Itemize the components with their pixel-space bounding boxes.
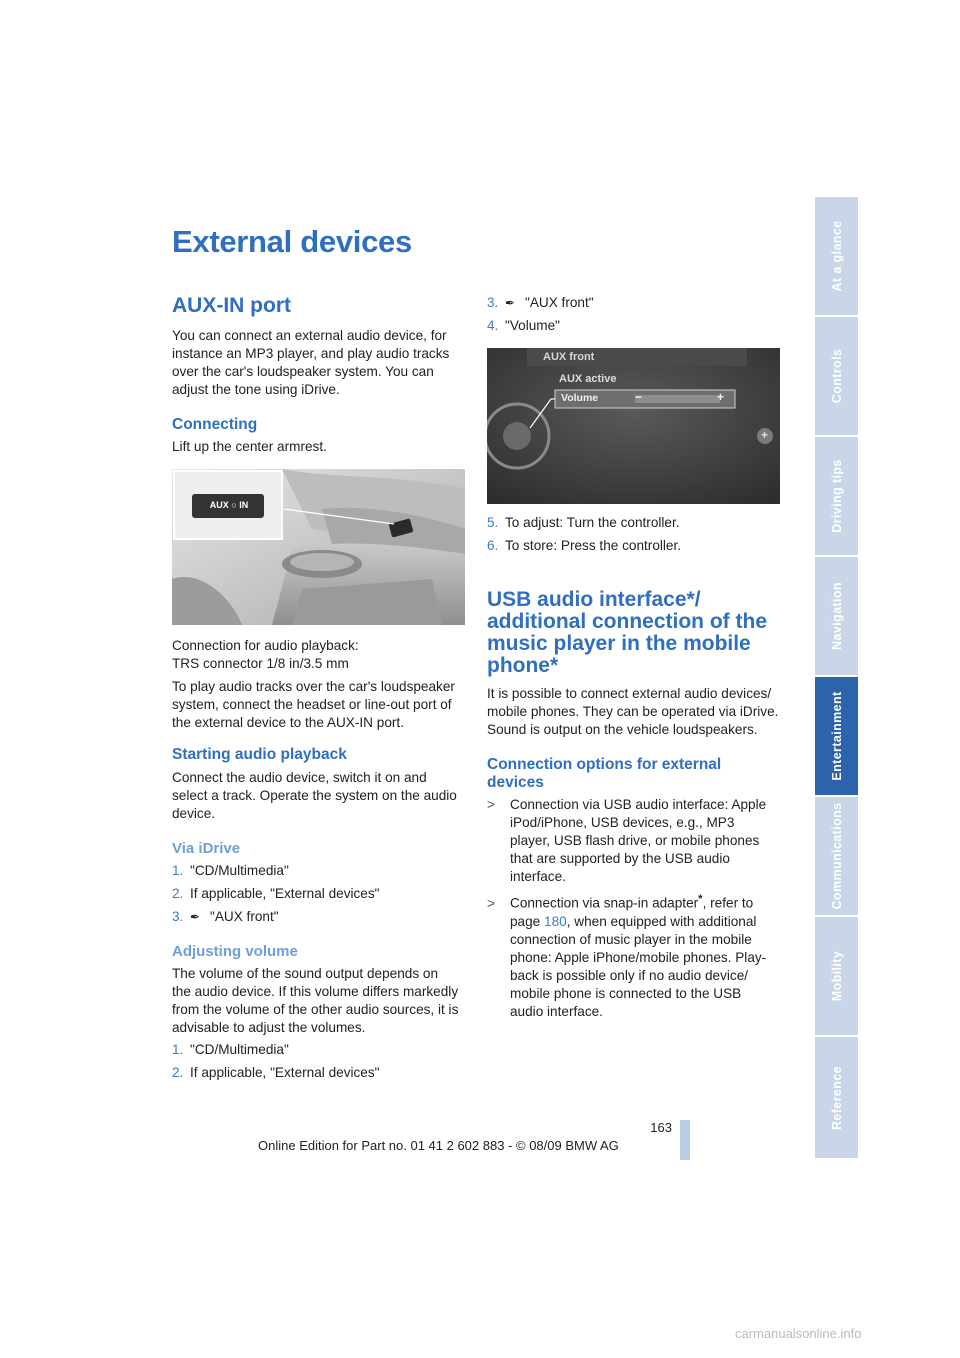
- text-line: system, connect the headset or line-out port of: [172, 697, 452, 712]
- step-number: 5.: [487, 515, 499, 530]
- step-text: "AUX front": [210, 909, 279, 924]
- play-text: [172, 678, 455, 732]
- tab-label: Navigation: [829, 582, 844, 650]
- list-item: [172, 1041, 380, 1064]
- tab-label: Mobility: [829, 950, 844, 1002]
- tab-label: Driving tips: [829, 459, 844, 533]
- connection-options-heading: [487, 756, 721, 792]
- step-text: "CD/Multimedia": [190, 1042, 289, 1057]
- heading-line: devices: [487, 774, 544, 791]
- text-line: It is possible to connect external audio devices/: [487, 686, 772, 701]
- tab-label: Controls: [829, 348, 844, 404]
- aux-port-photo: [172, 469, 465, 625]
- tab-controls[interactable]: [815, 317, 858, 437]
- text-line: Sound is output on the vehicle loudspeakers.: [487, 722, 758, 737]
- screen-volume-label: Volume: [561, 392, 599, 404]
- step-number: 6.: [487, 538, 499, 553]
- text-line: You can connect an external audio device, for: [172, 328, 447, 343]
- pen-icon: ✒: [505, 296, 516, 310]
- text-line: mobile phones. They can be operated via iDrive.: [487, 704, 779, 719]
- page-number: 163: [650, 1120, 672, 1135]
- watermark: carmanualsonline.info: [735, 1326, 862, 1341]
- text-line: the external device to the AUX-IN port.: [172, 715, 404, 730]
- heading-line: phone*: [487, 654, 559, 677]
- step-number: 1.: [172, 863, 184, 878]
- step-number: 4.: [487, 318, 499, 333]
- chapter-tabs: [815, 197, 858, 1160]
- aux-port-illustration: [172, 469, 465, 625]
- step-text: To store: Press the controller.: [505, 538, 682, 553]
- step-number: 2.: [172, 886, 184, 901]
- step-text: If applicable, "External devices": [190, 1065, 380, 1080]
- idrive-screen-photo: [487, 348, 780, 504]
- text-segment: Connection via snap-in adapter: [510, 895, 699, 911]
- list-item: [172, 1064, 380, 1087]
- text-line: mobile phone is connected to the USB: [510, 985, 742, 1001]
- list-item: [487, 294, 594, 317]
- starting-heading: Starting audio playback: [172, 746, 347, 763]
- text-line: phone: Apple iPhone/mobile phones. Play-: [510, 949, 767, 965]
- adjusting-volume-heading: Adjusting volume: [172, 943, 298, 960]
- pen-icon: ✒: [190, 910, 201, 924]
- via-idrive-heading: Via iDrive: [172, 840, 241, 857]
- tab-label: Entertainment: [829, 691, 844, 781]
- page-link[interactable]: 180: [544, 913, 567, 929]
- adjusting-text: [172, 965, 458, 1037]
- list-item: [487, 317, 594, 340]
- aux-intro: [172, 327, 472, 399]
- text-segment: page: [510, 913, 545, 929]
- step-text: "AUX front": [525, 295, 594, 310]
- text-line: adjust the tone using iDrive.: [172, 382, 340, 397]
- text-segment: , refer to: [702, 895, 754, 911]
- adjust-steps-left: [172, 1041, 380, 1087]
- idrive-screen-illustration: [487, 348, 780, 504]
- tab-entertainment[interactable]: [815, 677, 858, 797]
- heading-line: USB audio interface*/: [487, 588, 701, 611]
- tab-reference[interactable]: [815, 1037, 858, 1160]
- text-line: Connection for audio playback:: [172, 638, 359, 653]
- step-text: "Volume": [505, 318, 560, 333]
- starting-text: [172, 769, 457, 823]
- heading-line: Connection options for external: [487, 756, 722, 773]
- text-line: TRS connector 1/8 in/3.5 mm: [172, 656, 349, 671]
- text-line: back is possible only if no audio device/: [510, 967, 749, 983]
- tab-at-a-glance[interactable]: [815, 197, 858, 317]
- text-line: The volume of the sound output depends on: [172, 966, 439, 981]
- tab-driving-tips[interactable]: [815, 437, 858, 557]
- text-line: that are supported by the USB audio: [510, 851, 730, 866]
- list-item: [172, 862, 380, 885]
- bullet-marker: >: [487, 895, 495, 911]
- page-title: External devices: [172, 224, 412, 259]
- text-line: select a track. Operate the system on the audio: [172, 788, 457, 803]
- list-item: [487, 514, 681, 537]
- step-number: 1.: [172, 1042, 184, 1057]
- tab-mobility[interactable]: [815, 917, 858, 1037]
- aux-port-label: AUX ○ IN: [209, 500, 249, 510]
- text-line: connection of music player in the mobile: [510, 931, 752, 947]
- tab-label: Reference: [829, 1065, 844, 1130]
- tab-navigation[interactable]: [815, 557, 858, 677]
- text-line: Connect the audio device, switch it on and: [172, 770, 427, 785]
- text-line: [510, 913, 810, 931]
- text-line: from the volume of the other audio sources, it is: [172, 1002, 459, 1017]
- text-line: device.: [172, 806, 216, 821]
- step-text: To adjust: Turn the controller.: [505, 515, 680, 530]
- step-number: 2.: [172, 1065, 184, 1080]
- option-star: *: [698, 893, 703, 905]
- text-line: over the car's loudspeaker system. You can: [172, 364, 434, 379]
- list-item: [172, 885, 380, 908]
- text-line: audio interface.: [510, 1003, 603, 1019]
- step-number: 3.: [487, 295, 499, 310]
- text-line: interface.: [510, 869, 566, 884]
- step-text: "CD/Multimedia": [190, 863, 289, 878]
- step-number: 3.: [172, 909, 184, 924]
- text-line: iPod/iPhone, USB devices, e.g., MP3: [510, 815, 735, 830]
- via-idrive-steps: [172, 862, 380, 931]
- connecting-heading: Connecting: [172, 416, 258, 433]
- text-segment: , when equipped with additional: [566, 913, 757, 929]
- text-line: player, USB flash drive, or mobile phones: [510, 833, 760, 848]
- heading-line: music player in the mobile: [487, 632, 751, 655]
- usb-intro: [487, 685, 778, 739]
- plus-icon: +: [717, 390, 725, 404]
- final-steps: [487, 514, 681, 560]
- tab-label: At a glance: [829, 220, 844, 292]
- footer-text: Online Edition for Part no. 01 41 2 602 883 - © 08/09 BMW AG: [258, 1138, 619, 1153]
- adjust-steps-right: [487, 294, 594, 340]
- side-plus-icon: +: [761, 428, 769, 442]
- aux-heading: AUX-IN port: [172, 294, 291, 317]
- text-line: instance an MP3 player, and play audio tracks: [172, 346, 450, 361]
- bullet-usb-interface: [487, 796, 810, 886]
- bullet-snap-in-adapter: [487, 890, 810, 1021]
- text-line: Connection via USB audio interface: Apple: [510, 797, 767, 812]
- text-line: advisable to adjust the volumes.: [172, 1020, 366, 1035]
- tab-communications[interactable]: [815, 797, 858, 917]
- heading-line: additional connection of the: [487, 610, 767, 633]
- text-line: To play audio tracks over the car's loudspeaker: [172, 679, 455, 694]
- usb-heading: [487, 589, 767, 677]
- tab-label: Communications: [829, 802, 844, 910]
- photo-caption: [172, 637, 359, 673]
- screen-status: AUX active: [559, 373, 617, 385]
- bullet-marker: >: [487, 797, 495, 812]
- list-item: [172, 908, 380, 931]
- screen-header: AUX front: [543, 351, 595, 363]
- minus-icon: −: [635, 390, 643, 404]
- list-item: [487, 537, 681, 560]
- page-marker-bar: [680, 1120, 690, 1160]
- step-text: If applicable, "External devices": [190, 886, 380, 901]
- text-line: the audio device. If this volume differs markedly: [172, 984, 459, 999]
- connecting-text: Lift up the center armrest.: [172, 439, 327, 454]
